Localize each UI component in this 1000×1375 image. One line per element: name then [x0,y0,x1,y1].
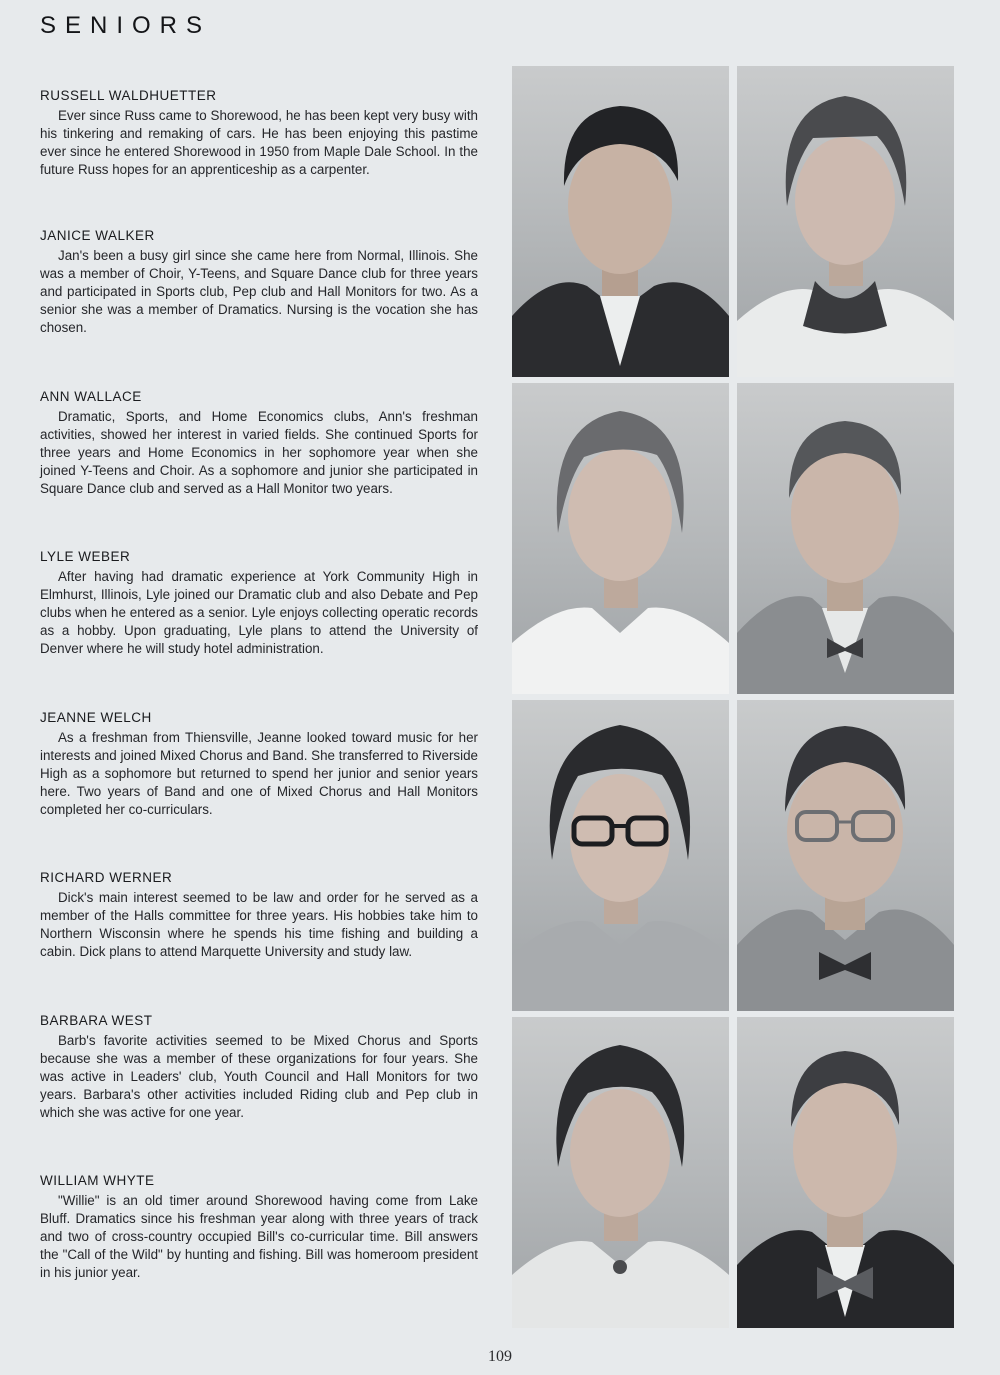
senior-bio-text: Dick's main interest seemed to be law and order for he served as a member of the Halls committee for three years. His hobbies take him to Northern Wisconsin where he spends his time fishing and building a cabin. Dick plans to attend Marquette University and study law. [40,890,478,959]
senior-bio [40,88,478,179]
portrait-photo [512,1017,729,1328]
senior-bio-text: Barb's favorite activities seemed to be Mixed Chorus and Sports because she was a member of these organizations for four years. She was active in Leaders' club, Youth Council and Hall Monitors for two years. Barbara's other activities included Riding club and Pep club in which she was active for one year. [40,1033,478,1120]
senior-bio-text: "Willie" is an old timer around Shorewood having come from Lake Bluff. Dramatics since his freshman year along with three years of track and two of cross-country occupied Bill's co-curricular time. Bill answers the "Call of the Wild" by hunting and fishing. Bill was homeroom president in his junior year. [40,1193,478,1280]
portrait-grid [512,66,954,1328]
senior-name: WILLIAM WHYTE [40,1173,155,1188]
senior-name: RUSSELL WALDHUETTER [40,88,217,103]
portrait-photo [737,1017,954,1328]
senior-name: RICHARD WERNER [40,870,173,885]
senior-bio-text: Dramatic, Sports, and Home Economics clubs, Ann's freshman activities, showed her interest in varied fields. She continued Sports for three years and Home Economics in her sophomore year when she joined Y-Teens and Choir. As a sophomore and junior she participated in Square Dance club and served as a Hall Monitor two years. [40,409,478,496]
senior-bio-text: Jan's been a busy girl since she came here from Normal, Illinois. She was a member of Choir, Y-Teens, and Square Dance club for three years and participated in Sports club, Pep club and Hall Monitors for two. As a senior she was a member of Dramatics. Nursing is the vocation she has chosen. [40,248,478,335]
senior-bio-text: As a freshman from Thiensville, Jeanne looked toward music for her interests and joined Mixed Chorus and Band. She transferred to Riverside High as a sophomore but returned to spend her junior and senior years here. Two years of Band and one of Mixed Chorus and Hall Monitors completed her co-curriculars. [40,730,478,817]
portrait-photo [737,383,954,694]
page-number: 109 [488,1348,512,1365]
senior-name: LYLE WEBER [40,549,131,564]
senior-bio [40,228,478,337]
senior-bio [40,389,478,498]
portrait-photo [737,66,954,377]
senior-name: JANICE WALKER [40,228,155,243]
senior-name: ANN WALLACE [40,389,142,404]
portrait-photo [512,700,729,1011]
senior-bio [40,870,478,961]
senior-bio [40,549,478,658]
senior-bio [40,1013,478,1122]
senior-bio-text: Ever since Russ came to Shorewood, he has been kept very busy with his tinkering and remaking of cars. He has been enjoying this pastime ever since he entered Shorewood in 1950 from Maple Dale School. In the future Russ hopes for an apprenticeship as a carpenter. [40,108,478,177]
portrait-photo [512,383,729,694]
portrait-photo [737,700,954,1011]
senior-name: BARBARA WEST [40,1013,153,1028]
page-heading: SENIORS [40,12,212,39]
senior-bio [40,1173,478,1282]
senior-bio [40,710,478,819]
senior-bio-text: After having had dramatic experience at York Community High in Elmhurst, Illinois, Lyle joined our Dramatic club and also Debate and Pep clubs when he entered as a senior. Lyle enjoys collecting operatic records as a hobby. Upon graduating, Lyle plans to attend the University of Denver where he will study hotel administration. [40,569,478,656]
senior-name: JEANNE WELCH [40,710,152,725]
portrait-photo [512,66,729,377]
